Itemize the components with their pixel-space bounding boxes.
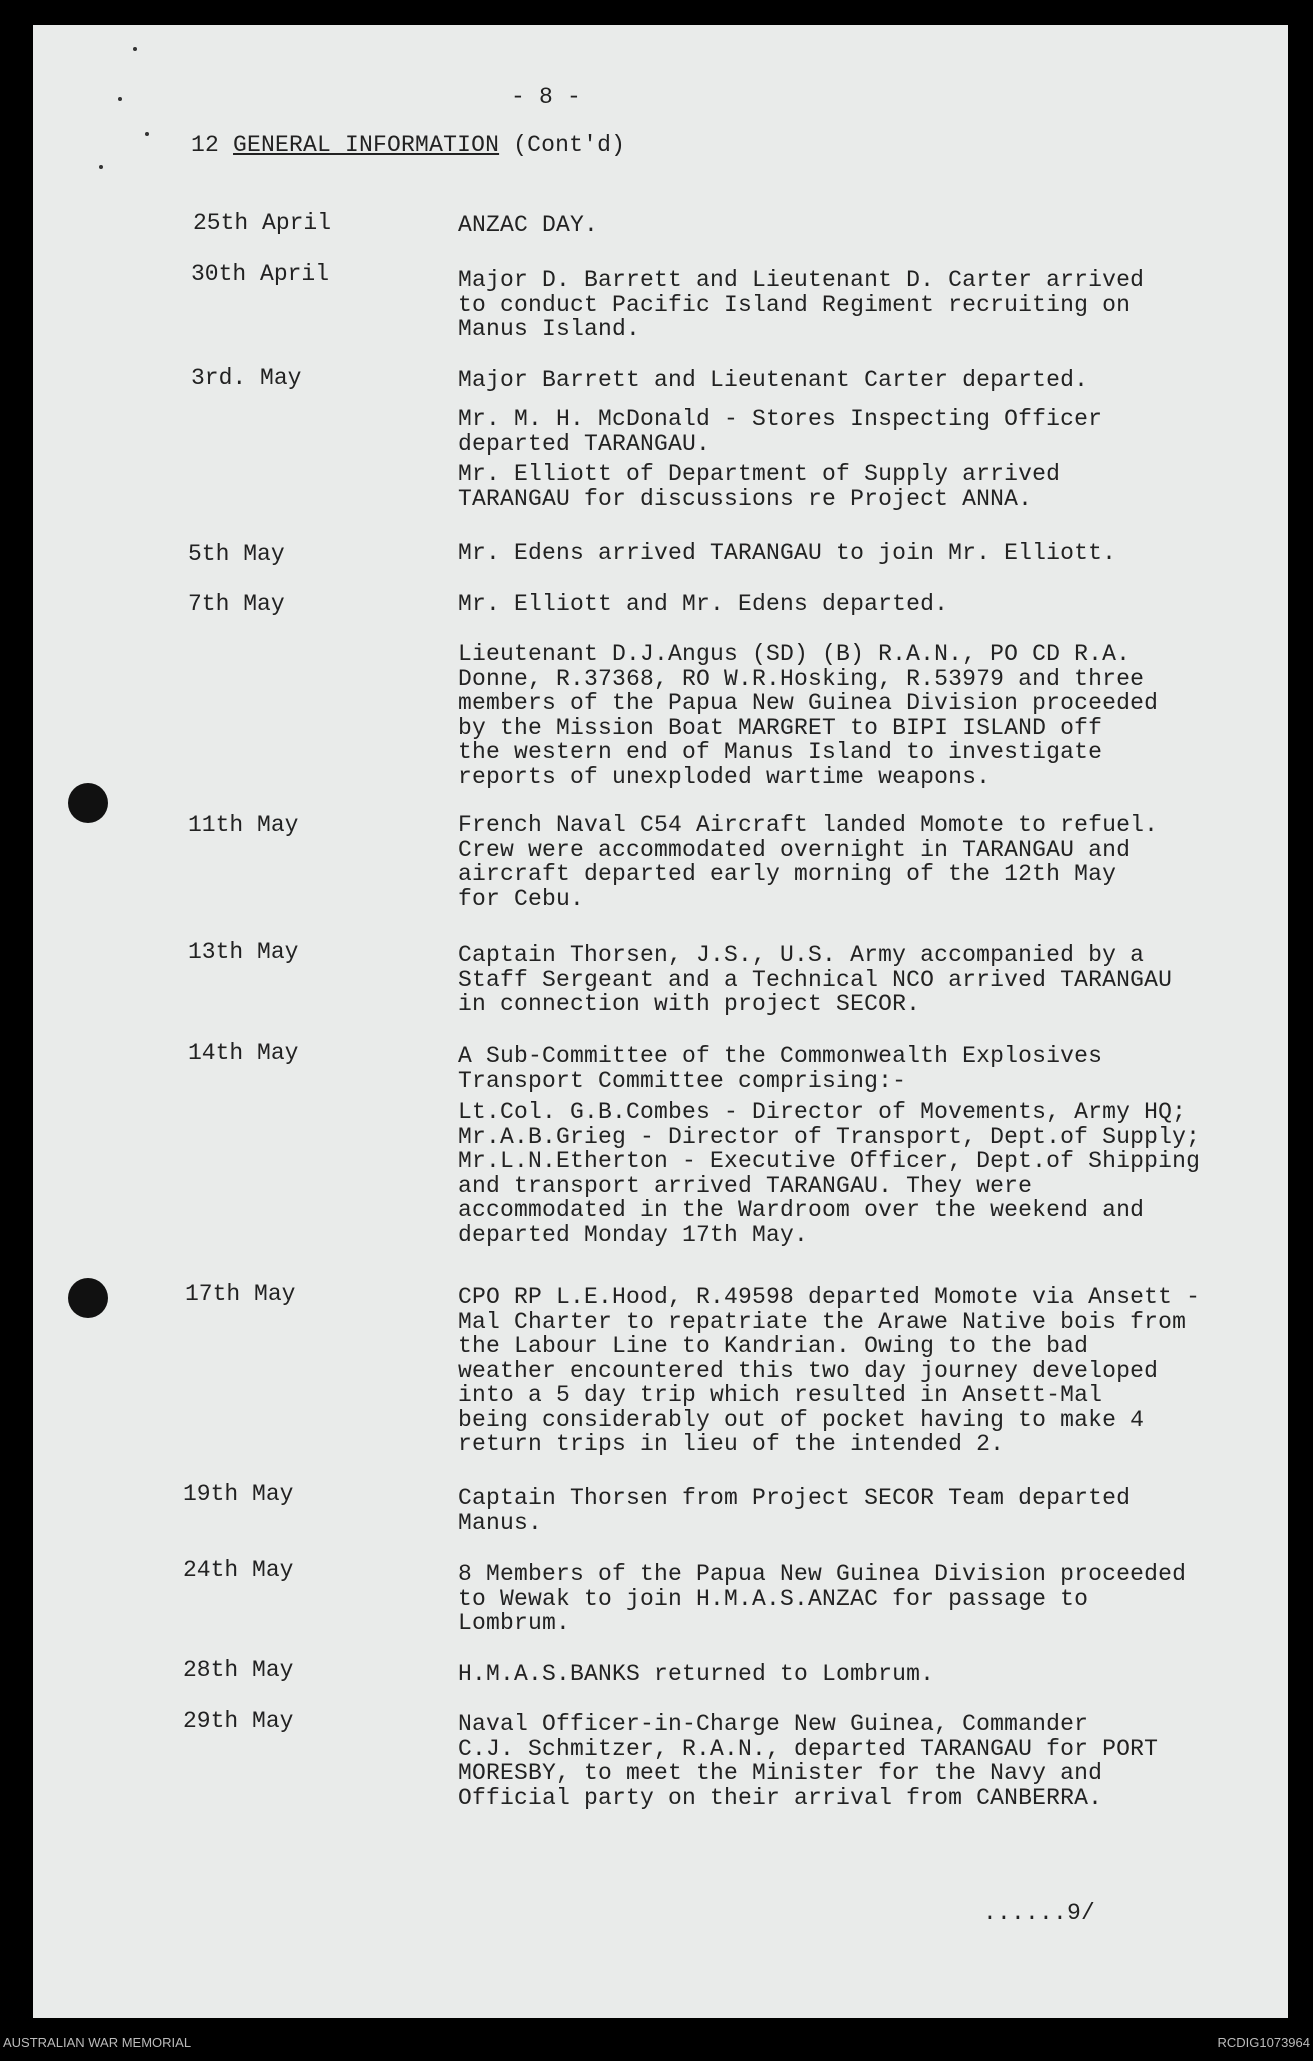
- speck: [145, 132, 149, 136]
- entry-text-line: Mr. M. H. McDonald - Stores Inspecting Officer: [458, 406, 1103, 432]
- entry-text-line: members of the Papua New Guinea Division proceeded: [458, 690, 1159, 716]
- entry-date: 24th May: [183, 1557, 294, 1583]
- section-title: GENERAL INFORMATION: [233, 132, 500, 158]
- entry-text-line: Mr. Elliott and Mr. Edens departed.: [458, 591, 949, 617]
- entry-date: 13th May: [188, 939, 299, 965]
- section-number: 12: [191, 132, 220, 158]
- entry-text-line: Lombrum.: [458, 1610, 571, 1636]
- entry-text-line: being considerably out of pocket having to make 4: [458, 1406, 1145, 1433]
- entry-text-line: Mr.L.N.Etherton - Executive Officer, Dept.of Shipping: [458, 1148, 1201, 1174]
- entry-text-line: Major Barrett and Lieutenant Carter departed.: [458, 367, 1089, 393]
- entry-text-line: Mr.A.B.Grieg - Director of Transport, Dept.of Supply;: [458, 1123, 1201, 1150]
- entry-text-line: departed TARANGAU.: [458, 430, 711, 457]
- entry-text-line: for Cebu.: [458, 885, 585, 912]
- entry-date: 29th May: [183, 1708, 294, 1734]
- entry-date: 25th April: [193, 210, 332, 236]
- entry-text-line: Lt.Col. G.B.Combes - Director of Movements, Army HQ;: [458, 1099, 1187, 1125]
- entry-text-line: Major D. Barrett and Lieutenant D. Carter arrived: [458, 267, 1145, 293]
- entry-date: 17th May: [185, 1281, 296, 1307]
- entry-text-line: return trips in lieu of the intended 2.: [458, 1431, 1005, 1457]
- entry-text-line: 8 Members of the Papua New Guinea Division proceeded: [458, 1561, 1187, 1587]
- entry-text-line: Mr. Elliott of Department of Supply arrived: [458, 461, 1061, 487]
- entry-date: 3rd. May: [191, 365, 302, 391]
- entry-text-line: Mal Charter to repatriate the Arawe Native bois from: [458, 1308, 1187, 1335]
- entry-text-line: Mr. Edens arrived TARANGAU to join Mr. Elliott.: [458, 540, 1117, 566]
- entry-text-line: to conduct Pacific Island Regiment recruiting on: [458, 291, 1131, 318]
- entry-text-line: A Sub-Committee of the Commonwealth Explosives: [458, 1043, 1103, 1069]
- footer-right: RCDIG1073964: [1217, 2035, 1310, 2050]
- speck: [118, 97, 122, 101]
- entry-text-line: Staff Sergeant and a Technical NCO arrived TARANGAU: [458, 966, 1173, 993]
- entry-text-line: Manus Island.: [458, 316, 641, 342]
- document-page: [33, 25, 1288, 2018]
- entry-text-line: C.J. Schmitzer, R.A.N., departed TARANGAU for PORT: [458, 1735, 1159, 1762]
- entry-date: 5th May: [188, 541, 285, 567]
- entry-text-line: TARANGAU for discussions re Project ANNA.: [458, 485, 1033, 512]
- entry-text-line: Captain Thorsen, J.S., U.S. Army accompanied by a: [458, 942, 1145, 968]
- continuation-mark: ......9/: [983, 1900, 1096, 1926]
- entry-text-line: in connection with project SECOR.: [458, 991, 921, 1017]
- entry-text-line: French Naval C54 Aircraft landed Momote to refuel.: [458, 812, 1159, 838]
- entry-text-line: by the Mission Boat MARGRET to BIPI ISLAND off: [458, 714, 1103, 741]
- entry-text-line: departed Monday 17th May.: [458, 1221, 809, 1248]
- section-suffix: (Cont'd): [513, 132, 626, 158]
- entry-text-line: the Labour Line to Kandrian. Owing to the bad: [458, 1333, 1089, 1359]
- entry-text-line: accommodated in the Wardroom over the weekend and: [458, 1197, 1145, 1223]
- punch-hole-top: [68, 783, 108, 823]
- speck: [133, 47, 137, 51]
- entry-text-line: MORESBY, to meet the Minister for the Navy and: [458, 1760, 1103, 1786]
- entry-text-line: reports of unexploded wartime weapons.: [458, 763, 991, 790]
- section-heading: [191, 133, 625, 158]
- entry-text-line: Transport Committee comprising:-: [458, 1067, 907, 1094]
- entry-text-line: Lieutenant D.J.Angus (SD) (B) R.A.N., PO CD R.A.: [458, 641, 1131, 667]
- page-number: - 8 -: [511, 84, 582, 110]
- entry-text-line: into a 5 day trip which resulted in Ansett-Mal: [458, 1382, 1103, 1408]
- entry-text-line: Crew were accommodated overnight in TARANGAU and: [458, 836, 1131, 863]
- entry-text-line: ANZAC DAY.: [458, 212, 599, 238]
- entry-date: 19th May: [183, 1481, 294, 1507]
- entry-text-line: Manus.: [458, 1509, 543, 1536]
- speck: [99, 165, 103, 169]
- entry-text-line: Official party on their arrival from CANBERRA.: [458, 1784, 1103, 1811]
- entry-text-line: to Wewak to join H.M.A.S.ANZAC for passage to: [458, 1585, 1089, 1612]
- entry-date: 7th May: [188, 591, 285, 617]
- entry-text-line: Captain Thorsen from Project SECOR Team departed: [458, 1485, 1131, 1511]
- entry-date: 28th May: [183, 1657, 294, 1683]
- entry-date: 11th May: [188, 812, 299, 838]
- entry-text-line: weather encountered this two day journey developed: [458, 1357, 1159, 1384]
- entry-text-line: the western end of Manus Island to investigate: [458, 739, 1103, 765]
- entry-text-line: and transport arrived TARANGAU. They were: [458, 1172, 1033, 1199]
- entry-text-line: CPO RP L.E.Hood, R.49598 departed Momote via Ansett -: [458, 1284, 1201, 1310]
- entry-text-line: H.M.A.S.BANKS returned to Lombrum.: [458, 1661, 935, 1687]
- footer-left: AUSTRALIAN WAR MEMORIAL: [3, 2035, 192, 2050]
- entry-date: 14th May: [188, 1040, 299, 1066]
- punch-hole-bottom: [68, 1278, 108, 1318]
- entry-date: 30th April: [191, 261, 330, 287]
- entry-text-line: Naval Officer-in-Charge New Guinea, Commander: [458, 1711, 1089, 1737]
- entry-text-line: Donne, R.37368, RO W.R.Hosking, R.53979 and three: [458, 665, 1145, 692]
- entry-text-line: aircraft departed early morning of the 12th May: [458, 861, 1117, 887]
